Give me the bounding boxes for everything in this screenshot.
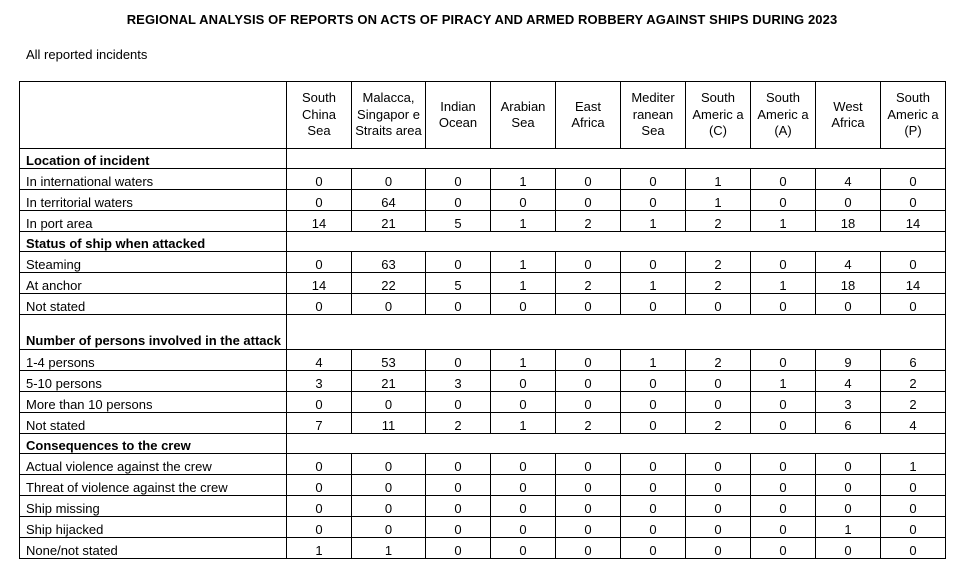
value-cell: 0 [751, 190, 816, 211]
value-cell: 0 [287, 475, 352, 496]
section-heading: Consequences to the crew [20, 434, 287, 454]
value-cell: 0 [287, 517, 352, 538]
value-cell: 0 [491, 496, 556, 517]
value-cell: 0 [751, 252, 816, 273]
page-title: REGIONAL ANALYSIS OF REPORTS ON ACTS OF PIRACY AND ARMED ROBBERY AGAINST SHIPS DURING 2023 [126, 12, 838, 27]
column-header: South Americ a (P) [881, 82, 946, 149]
table-row [20, 169, 946, 190]
value-cell: 0 [621, 475, 686, 496]
table-row [20, 538, 946, 559]
value-cell: 0 [556, 252, 621, 273]
value-cell: 0 [751, 294, 816, 315]
row-label: Ship hijacked [20, 517, 287, 538]
column-header: South Americ a (A) [751, 82, 816, 149]
header-row [20, 82, 946, 149]
value-cell: 2 [686, 413, 751, 434]
value-cell: 0 [426, 496, 491, 517]
value-cell: 63 [352, 252, 426, 273]
value-cell: 0 [426, 350, 491, 371]
value-cell: 5 [426, 273, 491, 294]
column-header: East Africa [556, 82, 621, 149]
value-cell: 0 [686, 475, 751, 496]
value-cell: 0 [426, 190, 491, 211]
row-label: Threat of violence against the crew [20, 475, 287, 496]
value-cell: 1 [491, 169, 556, 190]
value-cell: 0 [686, 517, 751, 538]
value-cell: 0 [621, 454, 686, 475]
value-cell: 0 [751, 350, 816, 371]
value-cell: 0 [881, 252, 946, 273]
value-cell: 0 [816, 496, 881, 517]
value-cell: 0 [751, 169, 816, 190]
value-cell: 1 [491, 273, 556, 294]
value-cell: 2 [556, 413, 621, 434]
value-cell: 2 [556, 273, 621, 294]
value-cell: 0 [751, 392, 816, 413]
value-cell: 0 [426, 517, 491, 538]
value-cell: 3 [287, 371, 352, 392]
section-header-row [20, 315, 946, 350]
column-header: Mediter ranean Sea [621, 82, 686, 149]
value-cell: 1 [751, 273, 816, 294]
row-label: Ship missing [20, 496, 287, 517]
value-cell: 0 [816, 538, 881, 559]
section-header-row [20, 149, 946, 169]
row-label: In port area [20, 211, 287, 232]
value-cell: 0 [556, 371, 621, 392]
table-row [20, 454, 946, 475]
row-label: 1-4 persons [20, 350, 287, 371]
value-cell: 0 [352, 392, 426, 413]
row-label: At anchor [20, 273, 287, 294]
value-cell: 2 [556, 211, 621, 232]
value-cell: 0 [751, 454, 816, 475]
value-cell: 9 [816, 350, 881, 371]
column-header: South China Sea [287, 82, 352, 149]
value-cell: 0 [751, 496, 816, 517]
value-cell: 6 [816, 413, 881, 434]
table-body [20, 149, 946, 559]
value-cell: 0 [881, 190, 946, 211]
value-cell: 4 [816, 371, 881, 392]
table-row [20, 211, 946, 232]
value-cell: 0 [426, 538, 491, 559]
value-cell: 0 [426, 294, 491, 315]
value-cell: 0 [426, 454, 491, 475]
value-cell: 0 [881, 475, 946, 496]
row-label: 5-10 persons [20, 371, 287, 392]
value-cell: 18 [816, 211, 881, 232]
value-cell: 0 [686, 371, 751, 392]
value-cell: 0 [556, 294, 621, 315]
value-cell: 2 [686, 273, 751, 294]
value-cell: 2 [686, 252, 751, 273]
value-cell: 1 [287, 538, 352, 559]
section-heading: Location of incident [20, 149, 287, 169]
value-cell: 0 [816, 294, 881, 315]
value-cell: 7 [287, 413, 352, 434]
value-cell: 0 [686, 538, 751, 559]
row-label: More than 10 persons [20, 392, 287, 413]
value-cell: 53 [352, 350, 426, 371]
value-cell: 0 [491, 392, 556, 413]
value-cell: 0 [287, 392, 352, 413]
row-label: Not stated [20, 294, 287, 315]
value-cell: 1 [686, 169, 751, 190]
table-row [20, 475, 946, 496]
section-heading: Status of ship when attacked [20, 232, 287, 252]
value-cell: 3 [426, 371, 491, 392]
value-cell: 1 [751, 211, 816, 232]
value-cell: 0 [621, 371, 686, 392]
row-label: Actual violence against the crew [20, 454, 287, 475]
section-empty-cell [287, 232, 946, 252]
regional-analysis-table [19, 81, 946, 559]
value-cell: 6 [881, 350, 946, 371]
value-cell: 21 [352, 371, 426, 392]
value-cell: 1 [621, 350, 686, 371]
value-cell: 0 [621, 392, 686, 413]
value-cell: 0 [426, 475, 491, 496]
value-cell: 0 [491, 294, 556, 315]
value-cell: 2 [426, 413, 491, 434]
value-cell: 0 [686, 496, 751, 517]
value-cell: 0 [621, 294, 686, 315]
value-cell: 0 [556, 517, 621, 538]
section-empty-cell [287, 315, 946, 350]
value-cell: 0 [287, 252, 352, 273]
value-cell: 64 [352, 190, 426, 211]
value-cell: 0 [426, 252, 491, 273]
value-cell: 0 [287, 169, 352, 190]
value-cell: 1 [621, 211, 686, 232]
value-cell: 1 [686, 190, 751, 211]
column-header: West Africa [816, 82, 881, 149]
section-header-row [20, 434, 946, 454]
value-cell: 14 [881, 273, 946, 294]
value-cell: 0 [881, 538, 946, 559]
value-cell: 1 [491, 350, 556, 371]
value-cell: 2 [686, 211, 751, 232]
value-cell: 1 [491, 252, 556, 273]
value-cell: 0 [491, 517, 556, 538]
value-cell: 0 [881, 496, 946, 517]
value-cell: 0 [686, 294, 751, 315]
value-cell: 0 [426, 169, 491, 190]
value-cell: 11 [352, 413, 426, 434]
value-cell: 14 [881, 211, 946, 232]
value-cell: 1 [751, 371, 816, 392]
value-cell: 0 [352, 517, 426, 538]
value-cell: 22 [352, 273, 426, 294]
value-cell: 0 [556, 190, 621, 211]
value-cell: 0 [686, 454, 751, 475]
header-blank-cell [20, 82, 287, 149]
row-label: None/not stated [20, 538, 287, 559]
column-header: Indian Ocean [426, 82, 491, 149]
value-cell: 1 [491, 211, 556, 232]
table-row [20, 517, 946, 538]
page-subtitle: All reported incidents [26, 47, 148, 62]
value-cell: 0 [881, 294, 946, 315]
value-cell: 2 [881, 392, 946, 413]
value-cell: 0 [816, 454, 881, 475]
value-cell: 0 [751, 538, 816, 559]
value-cell: 0 [621, 538, 686, 559]
value-cell: 0 [287, 294, 352, 315]
row-label: In territorial waters [20, 190, 287, 211]
value-cell: 5 [426, 211, 491, 232]
value-cell: 0 [751, 517, 816, 538]
column-header: Arabian Sea [491, 82, 556, 149]
value-cell: 2 [881, 371, 946, 392]
value-cell: 1 [816, 517, 881, 538]
row-label: In international waters [20, 169, 287, 190]
table-row [20, 294, 946, 315]
value-cell: 4 [287, 350, 352, 371]
value-cell: 0 [491, 538, 556, 559]
value-cell: 1 [352, 538, 426, 559]
value-cell: 0 [751, 413, 816, 434]
row-label: Steaming [20, 252, 287, 273]
value-cell: 3 [816, 392, 881, 413]
value-cell: 2 [686, 350, 751, 371]
value-cell: 0 [352, 496, 426, 517]
value-cell: 0 [751, 475, 816, 496]
value-cell: 0 [816, 190, 881, 211]
value-cell: 0 [352, 475, 426, 496]
value-cell: 0 [881, 517, 946, 538]
value-cell: 0 [621, 496, 686, 517]
value-cell: 0 [352, 454, 426, 475]
table-row [20, 350, 946, 371]
value-cell: 14 [287, 273, 352, 294]
value-cell: 1 [491, 413, 556, 434]
column-header: Malacca, Singapor e Straits area [352, 82, 426, 149]
value-cell: 0 [621, 517, 686, 538]
value-cell: 0 [556, 538, 621, 559]
value-cell: 4 [881, 413, 946, 434]
value-cell: 0 [556, 496, 621, 517]
value-cell: 0 [881, 169, 946, 190]
value-cell: 0 [491, 371, 556, 392]
table-row [20, 190, 946, 211]
value-cell: 0 [352, 294, 426, 315]
table-row [20, 413, 946, 434]
value-cell: 0 [556, 392, 621, 413]
value-cell: 0 [352, 169, 426, 190]
value-cell: 0 [816, 475, 881, 496]
section-heading: Number of persons involved in the attack [20, 315, 287, 350]
value-cell: 0 [556, 454, 621, 475]
table-row [20, 371, 946, 392]
table-row [20, 392, 946, 413]
value-cell: 0 [287, 454, 352, 475]
value-cell: 0 [686, 392, 751, 413]
value-cell: 0 [491, 454, 556, 475]
value-cell: 0 [491, 190, 556, 211]
value-cell: 4 [816, 169, 881, 190]
value-cell: 0 [621, 190, 686, 211]
table-row [20, 252, 946, 273]
value-cell: 1 [881, 454, 946, 475]
column-header: South Americ a (C) [686, 82, 751, 149]
value-cell: 0 [621, 169, 686, 190]
value-cell: 21 [352, 211, 426, 232]
value-cell: 0 [426, 392, 491, 413]
row-label: Not stated [20, 413, 287, 434]
value-cell: 0 [556, 475, 621, 496]
value-cell: 0 [287, 496, 352, 517]
section-empty-cell [287, 434, 946, 454]
value-cell: 4 [816, 252, 881, 273]
value-cell: 0 [491, 475, 556, 496]
value-cell: 1 [621, 273, 686, 294]
table-row [20, 273, 946, 294]
section-header-row [20, 232, 946, 252]
value-cell: 0 [287, 190, 352, 211]
value-cell: 14 [287, 211, 352, 232]
value-cell: 18 [816, 273, 881, 294]
value-cell: 0 [556, 169, 621, 190]
table-row [20, 496, 946, 517]
value-cell: 0 [621, 252, 686, 273]
section-empty-cell [287, 149, 946, 169]
value-cell: 0 [621, 413, 686, 434]
value-cell: 0 [556, 350, 621, 371]
